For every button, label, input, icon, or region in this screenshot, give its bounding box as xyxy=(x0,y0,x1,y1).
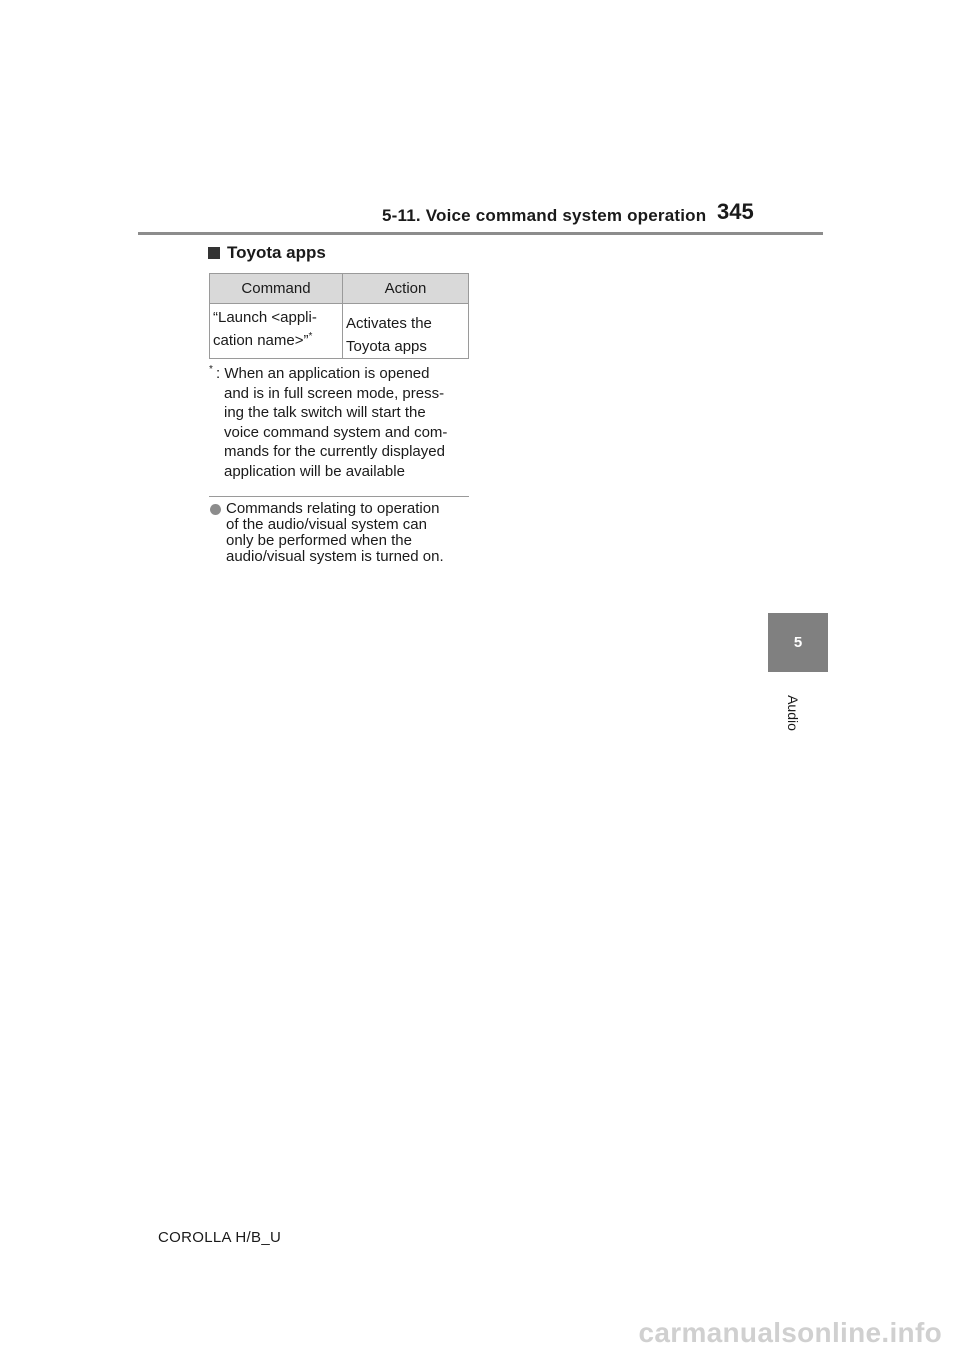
footnote-line: ing the talk switch will start the xyxy=(224,404,426,421)
page-number: 345 xyxy=(717,199,754,224)
chapter-label: Audio xyxy=(785,695,801,731)
section-heading-text: Toyota apps xyxy=(227,243,326,262)
command-text-line2: cation name>” xyxy=(213,332,309,349)
note-text xyxy=(226,501,444,565)
note-line: Commands relating to operation xyxy=(226,500,440,517)
footnote-line: voice command system and com- xyxy=(224,423,448,441)
header-divider xyxy=(138,232,823,235)
table-header-row xyxy=(210,274,469,304)
watermark: carmanualsonline.info xyxy=(638,1317,942,1348)
command-text-line1: “Launch <appli- xyxy=(213,309,317,326)
chapter-section-title: 5-11. Voice command system operation xyxy=(382,206,707,225)
footnote-line: : When an application is opened xyxy=(216,365,430,382)
section-heading xyxy=(208,243,326,263)
chapter-number: 5 xyxy=(793,634,803,651)
table-row xyxy=(210,304,469,359)
command-cell xyxy=(210,304,343,359)
footnote-line: and is in full screen mode, press- xyxy=(224,384,445,402)
footnote-reference-mark: * xyxy=(308,331,313,342)
action-text-line2: Toyota apps xyxy=(346,338,427,355)
footnote-line: mands for the currently displayed xyxy=(224,443,445,460)
footnote-mark: * xyxy=(209,364,213,375)
footnote xyxy=(209,364,471,481)
action-text-line1: Activates the xyxy=(346,315,432,332)
note-line: only be performed when the xyxy=(226,532,412,549)
footer-model-code: COROLLA H/B_U xyxy=(158,1229,282,1246)
column-header-command: Command xyxy=(210,274,343,304)
command-table xyxy=(209,273,469,359)
action-cell xyxy=(343,304,469,359)
note-line: audio/visual system is turned on. xyxy=(226,548,444,565)
chapter-tab xyxy=(768,613,828,672)
note-divider xyxy=(209,496,469,497)
footnote-line: application will be available xyxy=(224,462,405,480)
square-bullet-icon xyxy=(208,247,220,259)
circle-bullet-icon xyxy=(210,504,221,515)
note-item xyxy=(209,501,469,565)
column-header-action: Action xyxy=(343,274,469,304)
note-line: of the audio/visual system can xyxy=(226,516,427,533)
